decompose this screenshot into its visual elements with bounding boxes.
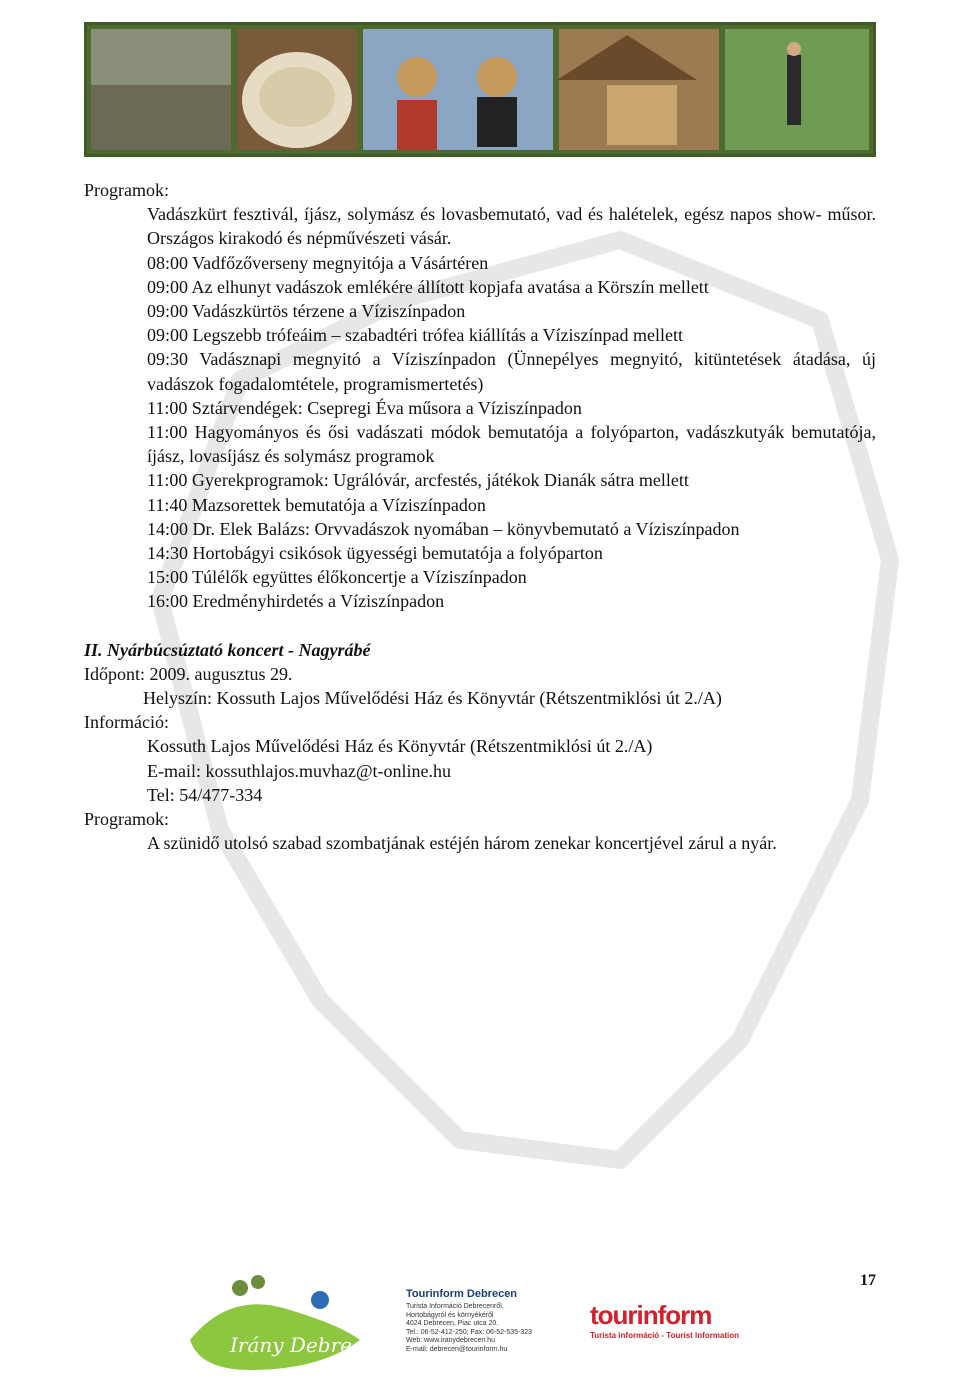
page-number: 17 [860,1272,876,1289]
program-item: 15:00 Túlélők együttes élőkoncertje a Víziszínpadon [147,567,527,588]
program-item: 11:00 Gyerekprogramok: Ugrálóvár, arcfestés, játékok Dianák sátra mellett [147,470,689,491]
program-item: 14:30 Hortobágyi csikósok ügyességi bemutatója a folyóparton [147,543,603,564]
program-item: 16:00 Eredményhirdetés a Víziszínpadon [147,591,445,612]
irany-logo-text: Irány Debrecen [230,1333,388,1357]
programs-label: Programok: [84,180,169,200]
ti-line: Web: www.iranydebrecen.hu [406,1337,495,1345]
tourinform-wordmark: tourinform [590,1300,712,1330]
irany-debrecen-logo [170,1270,388,1380]
event-date: Időpont: 2009. augusztus 29. [84,663,293,684]
info-phone: Tel: 54/477-334 [147,784,263,805]
info-venue: Kossuth Lajos Művelődési Ház és Könyvtár (Rétszentmiklósi út 2./A) [147,736,653,757]
program-item: 09:00 Vadászkürtös térzene a Víziszínpadon [147,301,466,322]
footer-logos [170,1270,770,1380]
section-title: II. Nyárbúcsúztató koncert - Nagyrábé [84,639,371,660]
info-label: Információ: [84,712,169,733]
header-photo-banner [84,22,876,157]
programs-label: Programok: [84,809,169,830]
tourinform-debrecen-contact [406,1288,571,1355]
photo-collage [87,25,873,154]
info-email: E-mail: kossuthlajos.muvhaz@t-online.hu [147,760,452,781]
program-item: 09:00 Legszebb trófeáim – szabadtéri trófea kiállítás a Víziszínpad mellett [147,325,683,346]
program-item: 11:40 Mazsorettek bemutatója a Víziszínpadon [147,494,486,515]
program-item: 09:00 Az elhunyt vadászok emlékére állított kopjafa avatása a Körszín mellett [147,276,709,297]
main-content [84,178,876,855]
program-description: A szünidő utolsó szabad szombatjának estéjén három zenekar koncertjével zárul a nyár. [147,833,777,854]
program-item: 11:00 Hagyományos és ősi vadászati módok bemutatója a folyóparton, vadászkutyák bemutatója, íjász, lovasíjász és solymász programok [147,422,876,467]
event-location: Helyszín: Kossuth Lajos Művelődési Ház és Könyvtár (Rétszentmiklósi út 2./A) [143,688,722,709]
ti-line: E-mail: debrecen@tourinform.hu [406,1345,508,1353]
program-intro: Vadászkürt fesztivál, íjász, solymász és lovasbemutató, vad és halételek, egész napos show- műsor. Országos kirakodó és népművészeti vásár. [147,204,876,249]
ti-title: Tourinform Debrecen [406,1288,518,1300]
tourinform-tagline: Turista információ - Tourist Information [590,1331,740,1340]
tourinform-logo [590,1300,765,1340]
ti-line: Hortobágyról és környékéről [406,1311,494,1319]
program-item: 11:00 Sztárvendégek: Csepregi Éva műsora a Víziszínpadon [147,397,582,418]
program-item: 08:00 Vadfőzőverseny megnyitója a Vásártéren [147,252,489,273]
program-item: 14:00 Dr. Elek Balázs: Orvvadászok nyomában – könyvbemutató a Víziszínpadon [147,518,740,539]
ti-line: 4024 Debrecen, Piac utca 20. [406,1320,499,1328]
ti-line: Tel.: 06-52-412-250; Fax: 06-52-535-323 [406,1328,533,1336]
program-item: 09:30 Vadásznapi megnyitó a Víziszínpadon (Ünnepélyes megnyitó, kitüntetések átadása, új vadászok fogadalomtétele, programismertetés) [147,349,876,394]
ti-line: Turista Információ Debrecenről, [406,1303,504,1310]
